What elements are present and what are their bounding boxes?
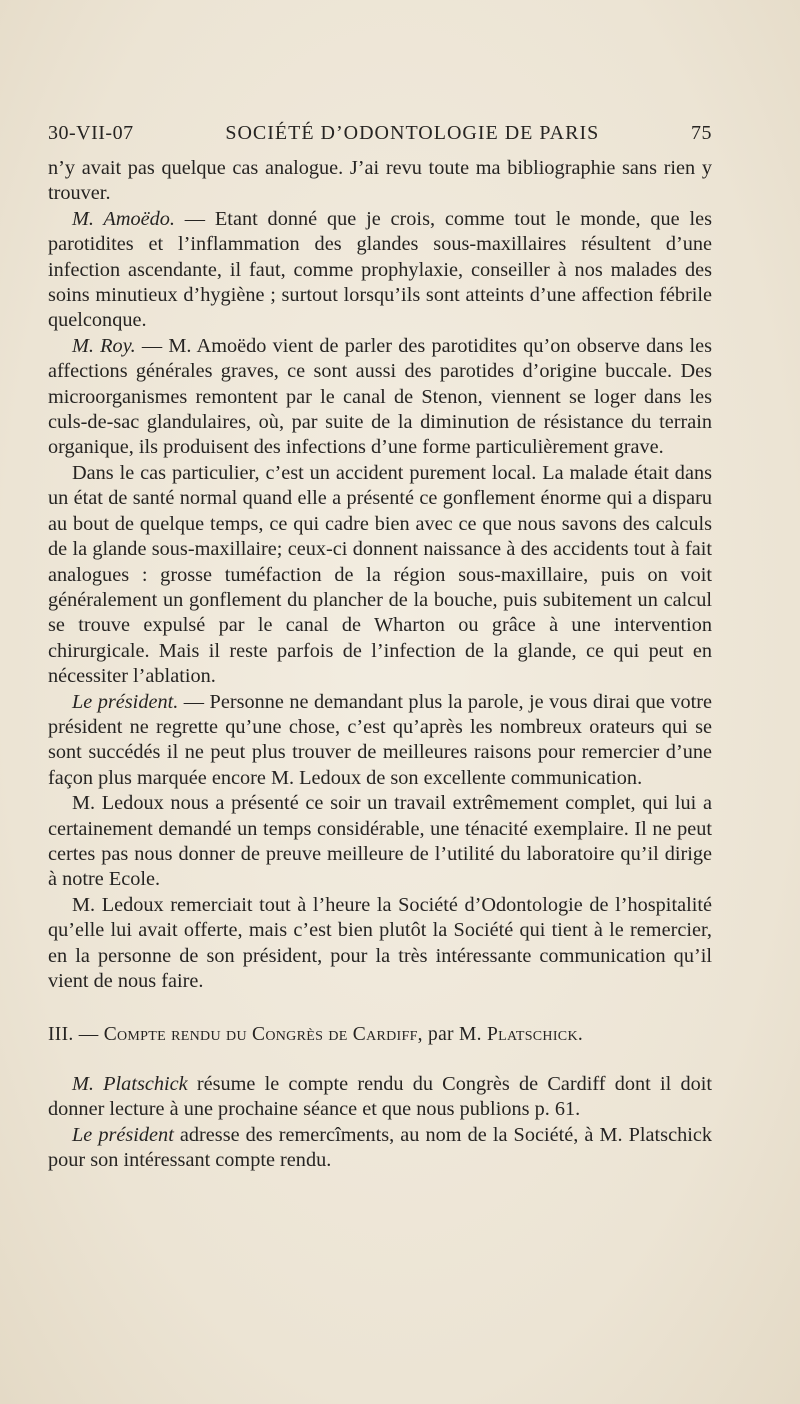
section-author: Platschick. bbox=[487, 1024, 584, 1046]
speaker: Le président bbox=[72, 1123, 174, 1146]
paragraph bbox=[48, 156, 712, 207]
page-number: 75 bbox=[690, 122, 712, 144]
paragraph bbox=[48, 1123, 712, 1174]
section-by: , par M. bbox=[417, 1024, 482, 1046]
section-number: III. — bbox=[48, 1024, 99, 1046]
section-heading bbox=[48, 1022, 712, 1047]
header-title: SOCIÉTÉ D’ODONTOLOGIE DE PARIS bbox=[225, 122, 600, 144]
paragraph-text: Dans le cas particulier, c’est un accident purement local. La malade était dans un état de santé normal quand elle a présenté ce gonflement énorme qui a disparu au bout de quelque temps, ce qui cadre bien avec ce que nous savons des calculs de la glande sous-maxillaire; ceux-ci donnent naissance à des accidents tout à fait analogues : grosse tuméfaction de la région sous-maxillaire, puis on voit généralement un gonflement du plancher de la bouche, puis subitement un calcul se trouve expulsé par le canal de Wharton ou grâce à une intervention chirurgicale. Mais il reste parfois de l’infection de la glande, ce qui peut en nécessiter l’ablation. bbox=[48, 461, 712, 688]
paragraph-text: résume le compte rendu du Congrès de Cardiff dont il doit donner lecture à une prochaine séance et que nous publions p. 61. bbox=[48, 1072, 712, 1121]
paragraph bbox=[48, 1072, 712, 1123]
section-title: Compte rendu du Congrès de Cardiff bbox=[103, 1024, 418, 1046]
paragraph-text: M. Ledoux remerciait tout à l’heure la Société d’Odontologie de l’hospitalité qu’elle lui avait offerte, mais c’est bien plutôt la Société qui tient à le remercier, en la personne de son président, pour la très intéressante communication qu’il vient de nous faire. bbox=[48, 893, 712, 992]
speaker: M. Roy. bbox=[72, 334, 136, 357]
speaker: M. Platschick bbox=[72, 1072, 188, 1095]
paragraph bbox=[48, 893, 712, 995]
speaker: M. Amoëdo. bbox=[72, 207, 175, 230]
paragraph-text: — Personne ne demandant plus la parole, je vous dirai que votre président ne regrette qu’une chose, c’est qu’après les nombreux orateurs qui se sont succédés il ne peut plus trouver de meilleures raisons pour remercier d’une façon plus marquée encore M. Ledoux de son excellente communication. bbox=[48, 690, 713, 789]
speaker: Le président. bbox=[72, 690, 179, 713]
paragraph bbox=[48, 334, 712, 461]
paragraph bbox=[48, 461, 712, 690]
paragraph-text: n’y avait pas quelque cas analogue. J’ai revu toute ma bibliographie sans rien y trouver. bbox=[48, 157, 712, 205]
paragraph bbox=[48, 690, 712, 792]
running-header bbox=[48, 122, 712, 145]
paragraph-text: — Etant donné que je crois, comme tout le monde, que les parotidites et l’inflammation des glandes sous-maxillaires résultent d’une infection ascendante, il faut, comme prophylaxie, conseiller à nos malades des soins minutieux d’hygiène ; surtout lorsqu’ils sont atteints d’une affection fébrile quelconque. bbox=[48, 207, 712, 332]
body-text bbox=[48, 156, 712, 1173]
paragraph bbox=[48, 207, 712, 334]
paragraph-text: — M. Amoëdo vient de parler des parotidites qu’on observe dans les affections générales graves, ce sont aussi des parotides d’origine buccale. Des microorganismes remontent par le canal de Stenon, viennent se loger dans les culs-de-sac glandulaires, où, par suite de la diminution de résistance du terrain organique, ils produisent des infections d’une forme particulièrement grave. bbox=[48, 334, 712, 459]
header-date: 30-VII-07 bbox=[48, 122, 134, 144]
paragraph-text: M. Ledoux nous a présenté ce soir un travail extrêmement complet, qui lui a certainement demandé un temps considérable, une ténacité exemplaire. Il ne peut certes pas nous donner de preuve meilleure de l’utilité du laboratoire qu’il dirige à notre Ecole. bbox=[48, 792, 712, 891]
paragraph-text: adresse des remercîments, au nom de la Société, à M. Platschick pour son intéressant compte rendu. bbox=[48, 1123, 712, 1172]
paragraph bbox=[48, 791, 712, 893]
